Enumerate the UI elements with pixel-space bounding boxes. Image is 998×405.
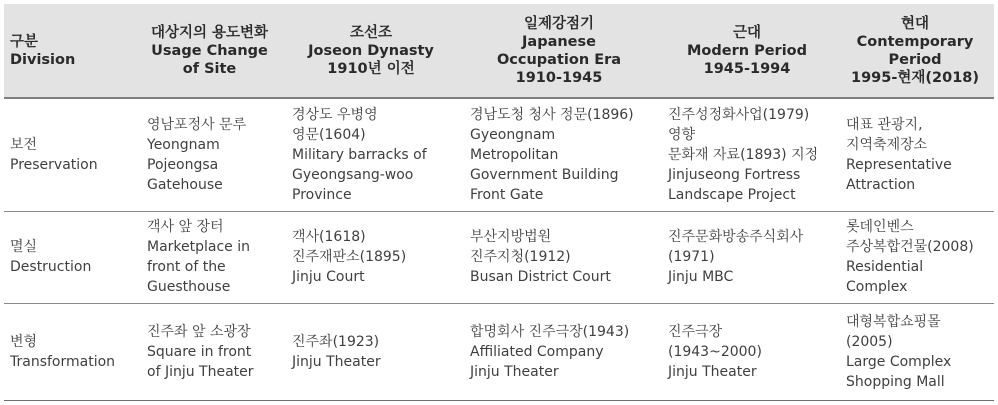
contemporary-cell: [836, 211, 994, 303]
cell-text: 주상복합건물(2008): [846, 239, 974, 255]
cell-text: Front Gate: [470, 186, 544, 203]
usage-change-cell: [137, 211, 282, 303]
cell-text: Attraction: [846, 176, 916, 193]
cell-text: front of the: [147, 259, 226, 275]
cell-text: Destruction: [10, 259, 92, 275]
cell-text: Large Complex: [846, 353, 952, 370]
table-row-preservation: [4, 98, 994, 211]
usage-change-cell: [137, 303, 282, 400]
cell-text: of Jinju Theater: [147, 363, 254, 380]
header-text: 근대: [732, 24, 761, 41]
cell-text: Transformation: [10, 353, 116, 370]
cell-text: Military barracks of: [292, 146, 427, 163]
cell-text: 영남포정사 문루: [147, 116, 247, 133]
header-text: 대상지의 용도변화: [150, 24, 269, 41]
cell-text: 롯데인벤스: [846, 219, 914, 235]
cell-text: Jinju Theater: [470, 363, 559, 380]
cell-text: 진주지청(1912): [470, 249, 571, 265]
cell-text: 부산지방법원: [470, 229, 552, 245]
row-label-cell: [4, 211, 137, 303]
joseon-cell: [282, 211, 460, 303]
header-text: Contemporary: [856, 33, 974, 50]
cell-text: Metropolitan: [470, 146, 559, 163]
cell-text: 합명회사 진주극장(1943): [470, 323, 630, 340]
cell-text: Jinju Theater: [292, 353, 381, 370]
cell-text: Gatehouse: [147, 176, 223, 193]
header-contemporary: [836, 4, 994, 98]
cell-text: 진주좌 앞 소광장: [147, 323, 251, 340]
contemporary-cell: [836, 98, 994, 211]
cell-text: 영향: [668, 126, 696, 143]
header-text: 1995-현재(2018): [851, 69, 979, 86]
usage-change-cell: [137, 98, 282, 211]
cell-text: (1943~2000): [668, 343, 762, 360]
cell-text: 변형: [10, 333, 38, 350]
row-label-cell: [4, 98, 137, 211]
cell-text: 대형복합쇼핑몰: [846, 313, 941, 330]
header-modern: [658, 4, 836, 98]
header-division: [4, 4, 137, 98]
header-text: 1910년 이전: [327, 60, 415, 77]
modern-cell: [658, 98, 836, 211]
cell-text: Gyeongnam: [470, 126, 556, 143]
cell-text: Jinju Court: [292, 269, 365, 285]
cell-text: 경남도청 청사 정문(1896): [470, 106, 634, 123]
cell-text: 문화재 자료(1893) 지정: [668, 146, 819, 163]
modern-cell: [658, 211, 836, 303]
cell-text: Yeongnam: [147, 136, 220, 153]
usage-change-table: [4, 4, 994, 401]
cell-text: Guesthouse: [147, 279, 231, 295]
header-text: of Site: [182, 60, 237, 77]
cell-text: Affiliated Company: [470, 343, 604, 360]
contemporary-cell: [836, 303, 994, 400]
cell-text: 보전: [10, 136, 38, 153]
header-text: Usage Change: [151, 42, 268, 59]
cell-text: 경상도 우병영: [292, 106, 378, 123]
cell-text: Government Building: [470, 166, 619, 183]
modern-cell: [658, 303, 836, 400]
joseon-cell: [282, 303, 460, 400]
row-label-cell: [4, 303, 137, 400]
header-usage-change: [137, 4, 282, 98]
header-text: 현대: [900, 15, 929, 32]
cell-text: Marketplace in: [147, 239, 251, 255]
cell-text: Preservation: [10, 156, 98, 173]
header-text: Division: [10, 51, 76, 68]
header-text: Period: [888, 51, 942, 68]
cell-text: 객사(1618): [292, 229, 366, 245]
cell-text: Gyeongsang-woo: [292, 166, 414, 183]
cell-text: 영문(1604): [292, 126, 366, 143]
cell-text: Province: [292, 186, 352, 203]
header-text: Modern Period: [686, 42, 808, 59]
cell-text: Residential: [846, 259, 924, 275]
cell-text: Jinjuseong Fortress: [668, 166, 801, 183]
cell-text: 진주문화방송주식회사: [668, 229, 804, 245]
header-text: 1910-1945: [515, 69, 603, 86]
japanese-era-cell: [460, 303, 658, 400]
table-row-transformation: [4, 303, 994, 400]
cell-text: 멸실: [10, 239, 38, 255]
cell-text: 진주극장: [668, 323, 723, 340]
cell-text: (2005): [846, 333, 893, 350]
header-text: Occupation Era: [496, 51, 622, 68]
cell-text: Landscape Project: [668, 186, 796, 203]
cell-text: 대표 관광지,: [846, 116, 923, 133]
header-joseon: [282, 4, 460, 98]
cell-text: Shopping Mall: [846, 373, 945, 390]
cell-text: Representative: [846, 156, 952, 173]
cell-text: Pojeongsa: [147, 156, 219, 173]
header-text: 조선조: [349, 24, 393, 41]
cell-text: Busan District Court: [470, 269, 611, 285]
cell-text: 객사 앞 장터: [147, 219, 224, 235]
cell-text: 진주재판소(1895): [292, 249, 407, 265]
cell-text: Jinju MBC: [668, 269, 734, 285]
cell-text: 진주성정화사업(1979): [668, 106, 810, 123]
header-text: 구분: [10, 33, 39, 50]
header-text: 1945-1994: [703, 60, 791, 77]
cell-text: Square in front: [147, 343, 252, 360]
header-row: [4, 4, 994, 98]
cell-text: Jinju Theater: [668, 363, 757, 380]
header-japanese-era: [460, 4, 658, 98]
cell-text: 진주좌(1923): [292, 333, 380, 350]
table-row-destruction: [4, 211, 994, 303]
japanese-era-cell: [460, 98, 658, 211]
header-text: Joseon Dynasty: [308, 42, 434, 59]
header-text: 일제강점기: [523, 15, 595, 32]
header-text: Japanese: [522, 33, 596, 50]
joseon-cell: [282, 98, 460, 211]
cell-text: Complex: [846, 279, 908, 295]
japanese-era-cell: [460, 211, 658, 303]
cell-text: (1971): [668, 249, 715, 265]
cell-text: 지역축제장소: [846, 136, 928, 153]
